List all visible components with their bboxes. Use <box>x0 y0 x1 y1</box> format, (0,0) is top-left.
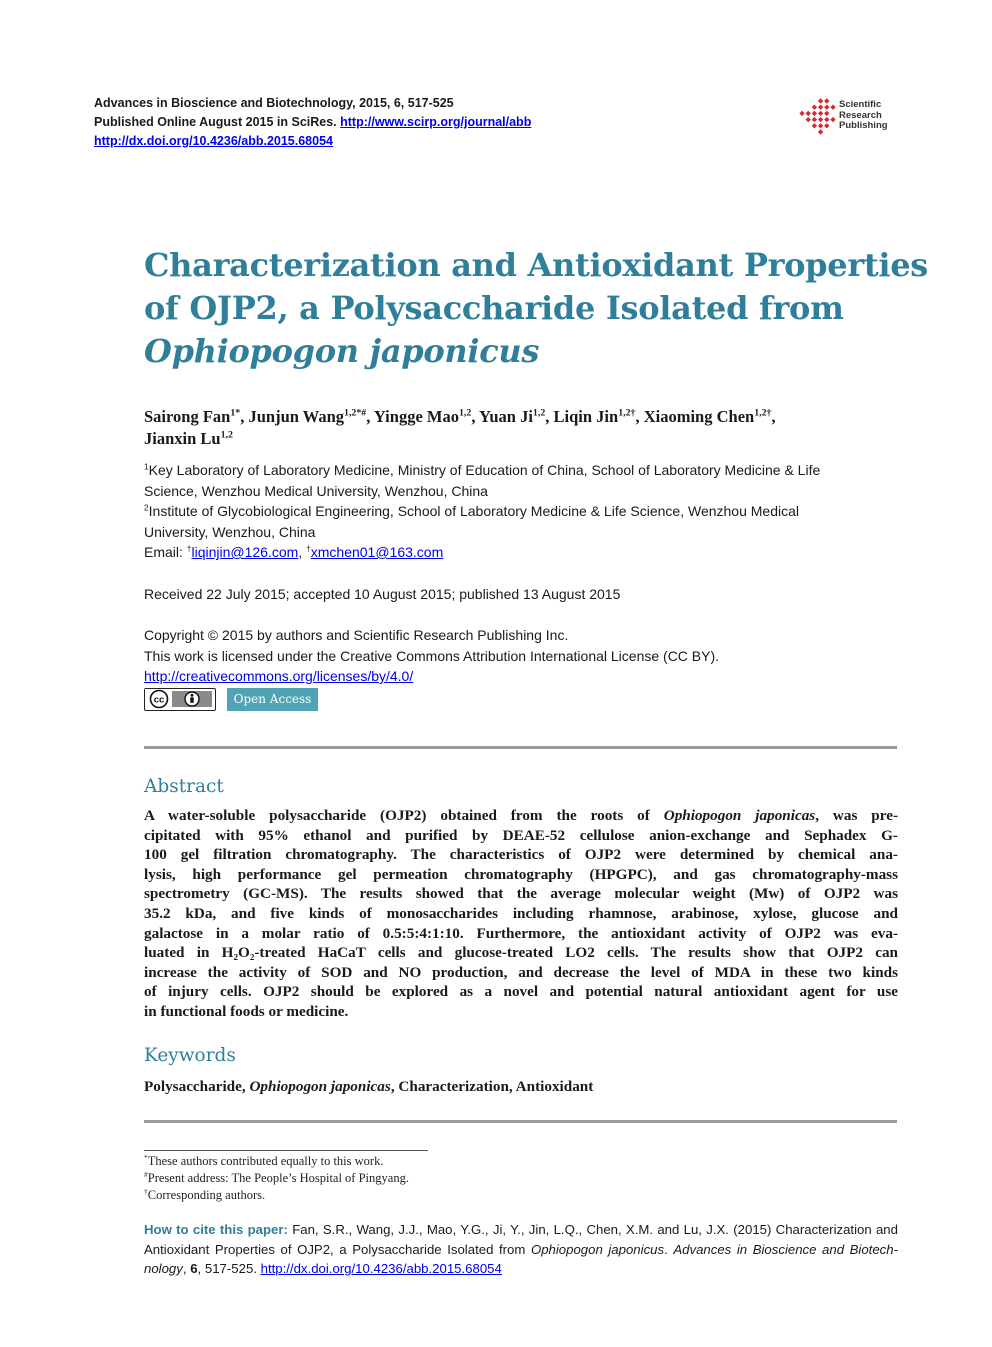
author-separator: , <box>366 407 374 426</box>
section-divider-bottom <box>144 1120 897 1123</box>
logo-diamond <box>818 123 823 128</box>
license-url-link[interactable]: http://creativecommons.org/licenses/by/4.0/ <box>144 668 414 684</box>
citation-pages: , 517-525. <box>197 1261 261 1276</box>
citation-title: Antioxidant Properties of OJP2, a Polysaccharide Isolated from <box>144 1241 531 1257</box>
title-line-1: Characterization and Antioxidant Properties <box>144 246 928 284</box>
footnote-2 <box>144 1170 409 1187</box>
logo-diamond <box>812 105 817 110</box>
abstract-line <box>144 1002 898 1022</box>
abstract-line <box>144 963 898 983</box>
abstract-line <box>144 865 898 885</box>
citation-doi-link[interactable]: http://dx.doi.org/10.4236/abb.2015.68054 <box>260 1261 502 1276</box>
abstract-species: Ophiopogon japonicas <box>663 807 816 824</box>
affiliations <box>144 460 904 563</box>
footnote-1 <box>144 1153 409 1170</box>
citation-line-3 <box>144 1259 898 1279</box>
abstract-line <box>144 884 898 904</box>
author-separator: , <box>635 407 644 426</box>
keywords-part-3: , Characterization, Antioxidant <box>390 1078 594 1095</box>
footnote-2-sup: # <box>144 1169 148 1179</box>
logo-diamond <box>824 117 829 122</box>
doi-line <box>94 132 714 151</box>
cc-badge-text: cc <box>153 694 165 706</box>
abstract-line <box>144 845 898 865</box>
scirp-diamond-icon <box>797 96 839 138</box>
abstract-text: 100 gel filtration chromatography. The characteristics of OJP2 were determined by chemical ana- <box>144 846 898 864</box>
author-name: Xiaoming Chen <box>643 407 755 426</box>
journal-citation-line: Advances in Bioscience and Biotechnology, 2015, 6, 517-525 <box>94 96 454 110</box>
abstract-text: galactose in a molar ratio of 0.5:5:4:1:10. Furthermore, the antioxidant activity of OJP2 was eva- <box>144 924 898 942</box>
author-line-2 <box>144 428 904 450</box>
abstract-text: lysis, high performance gel permeation chromatography (HPGPC), and gas chromatography-mass <box>144 865 898 883</box>
abstract-line <box>144 943 898 963</box>
abstract-text: luated in H₂O₂-treated HaCaT cells and glucose-treated LO2 cells. The results show that OJP2 can <box>144 944 898 962</box>
logo-line-3: Publishing <box>839 120 888 131</box>
keywords-part-2: Ophiopogon japonicas <box>249 1078 391 1095</box>
logo-diamond <box>824 105 829 110</box>
affiliation-2-line-2: University, Wenzhou, China <box>144 523 316 540</box>
email-separator: , <box>298 544 307 560</box>
logo-diamond <box>818 105 823 110</box>
affiliation-1-text: Key Laboratory of Laboratory Medicine, Ministry of Education of China, School of Laboratory Medicine & Life <box>148 462 821 478</box>
logo-diamond <box>806 111 811 116</box>
abstract-text: in functional foods or medicine. <box>144 1002 349 1020</box>
citation-authors: Fan, S.R., Wang, J.J., Mao, Y.G., Ji, Y., Jin, L.Q., Chen, X.M. and Lu, J.X. (2015) Characterization and <box>287 1222 898 1237</box>
keywords-part-1: Polysaccharide, <box>144 1078 250 1095</box>
cc-by-badge[interactable] <box>144 688 216 711</box>
keywords-heading: Keywords <box>144 1045 236 1066</box>
author-separator: , <box>471 407 479 426</box>
abstract-heading: Abstract <box>144 776 224 797</box>
author-line-1 <box>144 406 904 428</box>
license-line: This work is licensed under the Creative Commons Attribution International License (CC BY). <box>144 647 720 664</box>
author-sup: 1,2† <box>754 407 772 419</box>
author-name: Jianxin Lu <box>144 429 221 448</box>
footnote-2-text: Present address: The People’s Hospital of Pingyang. <box>147 1171 409 1185</box>
logo-diamond <box>812 117 817 122</box>
abstract-text: of injury cells. OJP2 should be explored as a novel and potential natural antioxidant agent for use <box>144 983 898 1001</box>
abstract-text: increase the activity of SOD and NO production, and decrease the level of MDA in these two kinds <box>144 963 898 981</box>
doi-link[interactable]: http://dx.doi.org/10.4236/abb.2015.68054 <box>94 134 333 148</box>
logo-line-2: Research <box>839 109 882 121</box>
citation-comma: , <box>182 1261 191 1276</box>
author-name: Yuan Ji <box>478 407 533 426</box>
logo-diamond <box>824 123 829 128</box>
license-url-line <box>144 666 719 687</box>
published-online-text: Published Online August 2015 in SciRes. <box>94 115 341 129</box>
logo-diamond <box>812 123 817 128</box>
paper-title <box>144 244 928 373</box>
logo-diamond <box>824 111 829 116</box>
author-sup: 1,2† <box>618 407 636 419</box>
logo-line-1: Scientific <box>839 99 882 110</box>
abstract-line <box>144 806 898 826</box>
journal-url-link[interactable]: http://www.scirp.org/journal/abb <box>340 115 532 129</box>
logo-diamond <box>799 111 804 116</box>
published-online-line <box>94 113 714 132</box>
abstract-line <box>144 826 898 846</box>
logo-diamond <box>824 98 829 103</box>
citation-sep: . <box>664 1241 674 1257</box>
affiliation-1-line-2: Science, Wenzhou Medical University, Wenzhou, China <box>144 482 488 499</box>
title-line-3: Ophiopogon japonicus <box>144 332 540 370</box>
keywords-list <box>144 1078 593 1096</box>
citation-line-1 <box>144 1220 898 1240</box>
scirp-logo[interactable] <box>797 96 907 138</box>
footnote-rule <box>144 1150 428 1151</box>
footnote-3-text: Corresponding authors. <box>147 1188 266 1202</box>
abstract-text: A water-soluble polysaccharide (OJP2) obtained from the roots of <box>144 807 664 824</box>
footnote-1-text: These authors contributed equally to this work. <box>147 1154 384 1168</box>
footnote-1-sup: * <box>144 1152 148 1162</box>
journal-header <box>94 94 714 151</box>
copyright-block <box>144 625 719 687</box>
logo-diamond <box>818 117 823 122</box>
footnotes <box>144 1153 409 1204</box>
citation-journal: Advances in Bioscience and Biotech- <box>673 1241 898 1257</box>
copyright-line: Copyright © 2015 by authors and Scientific Research Publishing Inc. <box>144 627 569 643</box>
author-sup: 1,2 <box>220 429 233 441</box>
how-to-cite <box>144 1220 898 1279</box>
author-sup: 1,2*# <box>344 407 367 419</box>
logo-diamond <box>830 105 835 110</box>
section-divider-top <box>144 746 897 749</box>
author-separator: , <box>771 407 776 426</box>
citation-volume: 6 <box>190 1261 198 1276</box>
affiliation-2-sup: 2 <box>144 502 149 513</box>
author-sup: 1,2 <box>458 407 472 419</box>
footnote-3 <box>144 1187 409 1204</box>
affiliation-1-line-1 <box>144 460 904 481</box>
logo-diamond <box>818 98 823 103</box>
title-line-2: of OJP2, a Polysaccharide Isolated from <box>144 289 844 327</box>
email-1-sup: † <box>186 543 192 554</box>
footnote-3-sup: † <box>144 1186 148 1196</box>
logo-diamond <box>812 111 817 116</box>
affiliation-2-line-1 <box>144 501 904 522</box>
author-name: Yingge Mao <box>373 407 459 426</box>
citation-journal-cont: nology <box>144 1261 183 1276</box>
email-label: Email: <box>144 544 187 560</box>
logo-diamond <box>818 129 823 134</box>
email-2-link[interactable]: xmchen01@163.com <box>310 544 444 560</box>
cc-by-icon <box>145 689 214 709</box>
citation-line-2 <box>144 1240 898 1260</box>
abstract-text: 35.2 kDa, and five kinds of monosaccharides including rhamnose, arabinose, xylose, glucose and <box>144 904 898 922</box>
email-line <box>144 542 904 563</box>
abstract-line <box>144 982 898 1002</box>
logo-diamond <box>806 117 811 122</box>
affiliation-2-text: Institute of Glycobiological Engineering, School of Laboratory Medicine & Life Science, Wenzhou Medical <box>148 503 800 519</box>
logo-diamond <box>830 117 835 122</box>
logo-diamond <box>818 111 823 116</box>
author-separator: , <box>545 407 554 426</box>
author-name: Liqin Jin <box>553 407 619 426</box>
publication-dates: Received 22 July 2015; accepted 10 August 2015; published 13 August 2015 <box>144 586 621 602</box>
abstract-body <box>144 806 898 1022</box>
abstract-text: cipitated with 95% ethanol and purified by DEAE-52 cellulose anion-exchange and Sephadex G- <box>144 826 898 844</box>
affiliation-1-sup: 1 <box>144 461 149 472</box>
author-separator: , <box>240 407 249 426</box>
author-sup: 1* <box>230 407 241 419</box>
author-list <box>144 406 904 450</box>
logo-wordmark <box>839 100 888 132</box>
author-name: Sairong Fan <box>144 407 231 426</box>
open-access-badge[interactable]: Open Access <box>227 688 318 711</box>
abstract-line <box>144 924 898 944</box>
email-2-sup: † <box>306 543 311 554</box>
author-name: Junjun Wang <box>248 407 345 426</box>
abstract-line <box>144 904 898 924</box>
citation-lead: How to cite this paper: <box>144 1222 288 1237</box>
citation-species: Ophiopogon japonicus <box>530 1241 665 1257</box>
email-1-link[interactable]: liqinjin@126.com <box>191 544 299 560</box>
abstract-text: spectrometry (GC-MS). The results showed that the average molecular weight (Mw) of OJP2 was <box>144 885 898 903</box>
author-sup: 1,2 <box>532 407 546 419</box>
abstract-text: , was pre- <box>815 807 898 824</box>
